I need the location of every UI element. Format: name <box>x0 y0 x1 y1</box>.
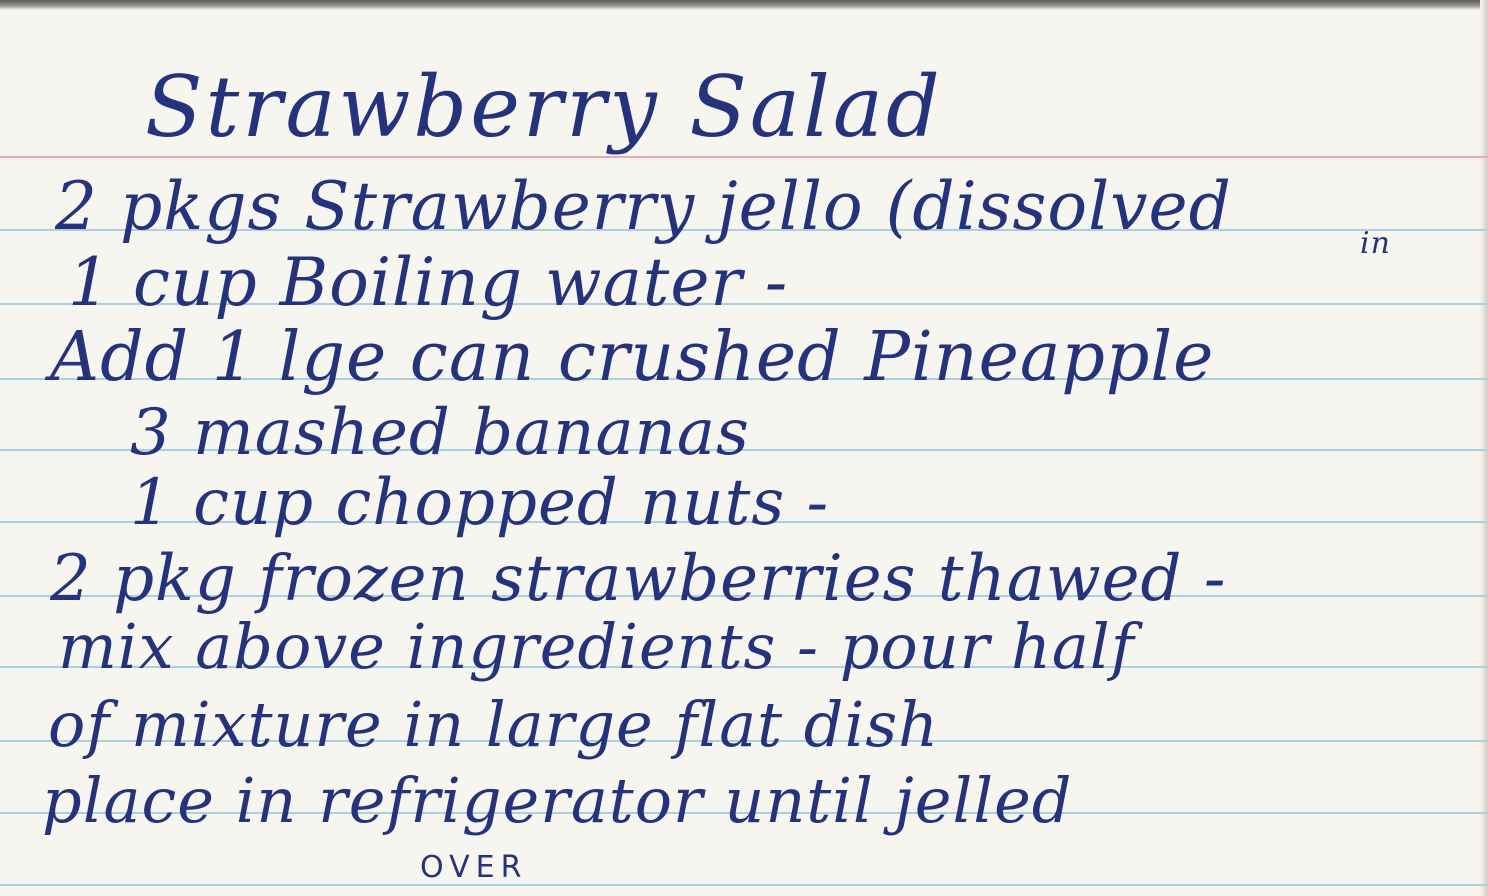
recipe-title: Strawberry Salad <box>145 58 943 156</box>
header-rule <box>0 156 1488 158</box>
recipe-line: 1 cup Boiling water - <box>68 244 789 321</box>
recipe-line: 3 mashed bananas <box>130 396 750 470</box>
recipe-line: 2 pkgs Strawberry jello (dissolved <box>55 168 1232 245</box>
recipe-line: 2 pkg frozen strawberries thawed - <box>50 542 1227 616</box>
inserted-word: in <box>1360 226 1391 261</box>
ruled-line <box>0 884 1488 886</box>
recipe-line: 1 cup chopped nuts - <box>130 466 830 540</box>
card-top-edge <box>0 0 1488 10</box>
recipe-line: mix above ingredients - pour half <box>58 610 1135 683</box>
recipe-line: of mixture in large flat dish <box>48 688 940 761</box>
card-right-edge <box>1480 0 1488 896</box>
recipe-line: place in refrigerator until jelled <box>42 764 1073 837</box>
recipe-line: Add 1 lge can crushed Pineapple <box>50 318 1215 397</box>
over-note: OVER <box>420 850 528 885</box>
